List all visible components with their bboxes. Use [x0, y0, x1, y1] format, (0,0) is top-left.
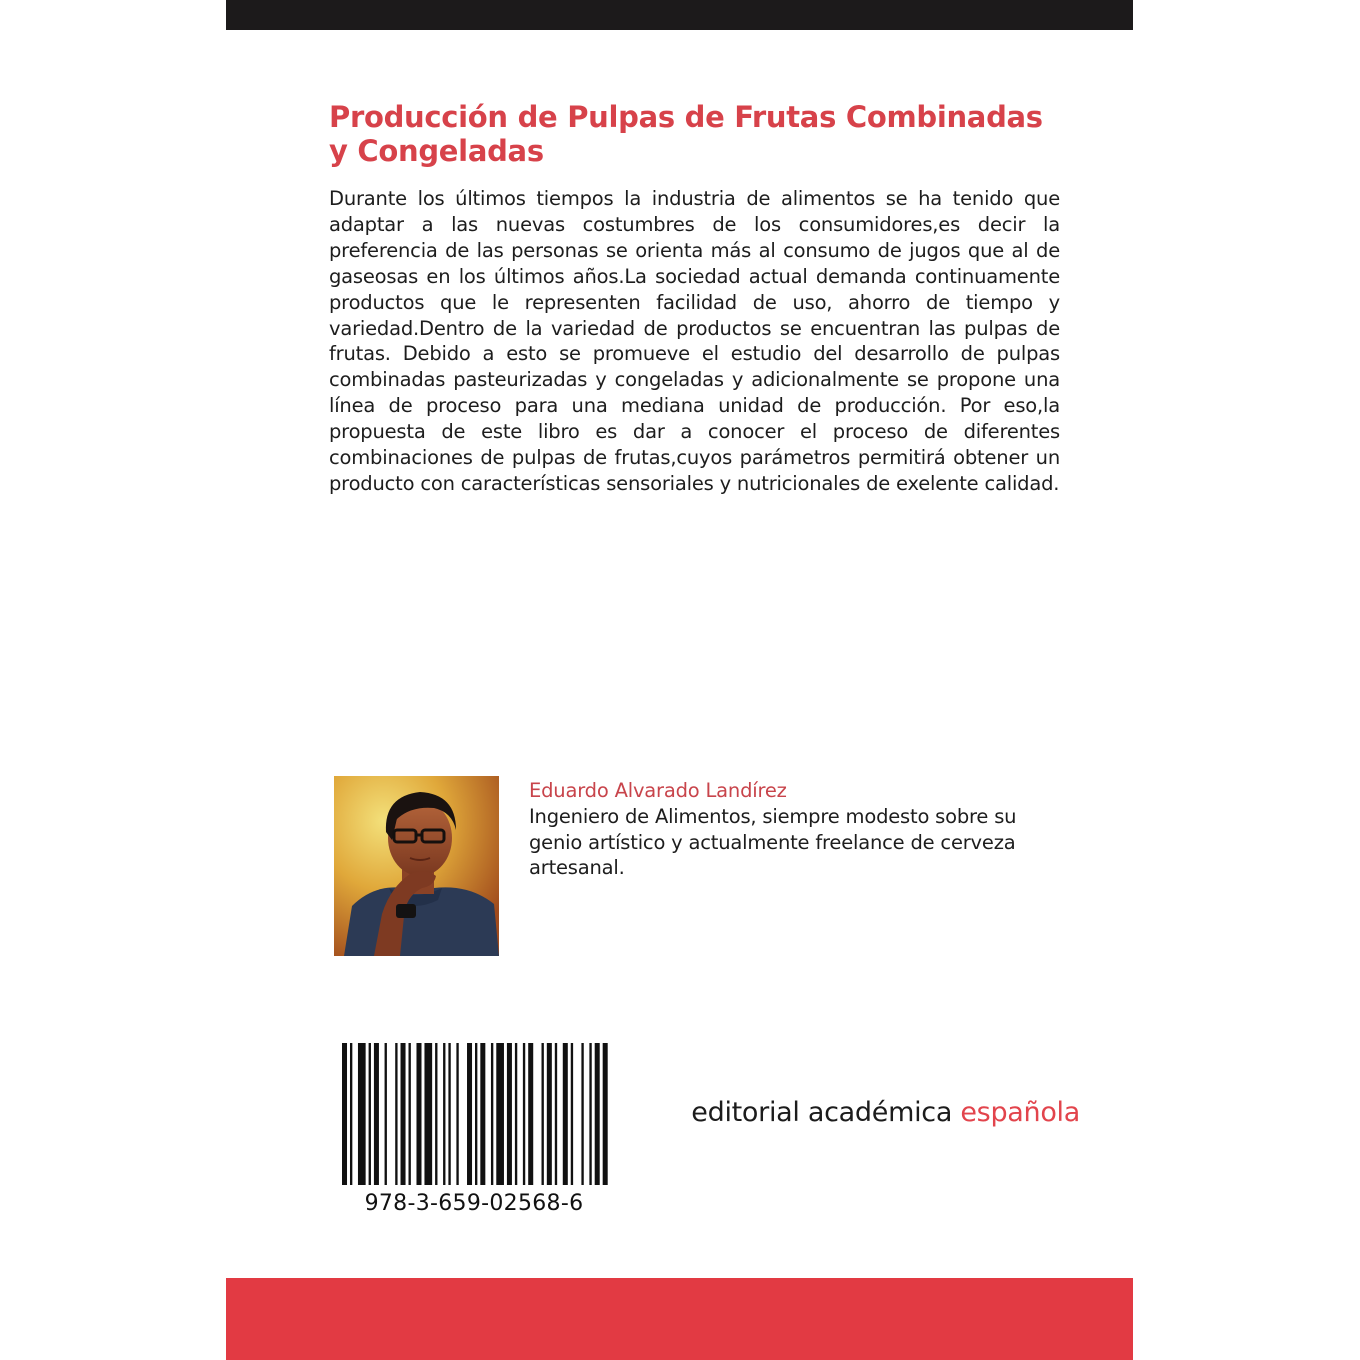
barcode-bar — [350, 1043, 352, 1185]
barcode-bar — [369, 1043, 371, 1185]
barcode-bar — [581, 1043, 583, 1185]
barcode-bar — [595, 1043, 600, 1185]
barcode-bar — [542, 1043, 544, 1185]
barcode-bar — [507, 1043, 512, 1185]
barcode-bar — [374, 1043, 379, 1185]
barcode-bar — [515, 1043, 517, 1185]
barcode-bar — [491, 1043, 493, 1185]
barcode-bar — [589, 1043, 591, 1185]
barcode-bar — [528, 1043, 533, 1185]
barcode-bar — [409, 1043, 411, 1185]
barcode-bar — [547, 1043, 552, 1185]
isbn-barcode — [342, 1043, 608, 1185]
barcode-bar — [385, 1043, 387, 1185]
bottom-band — [226, 1278, 1133, 1360]
author-photo — [334, 776, 499, 956]
author-bio: Ingeniero de Alimentos, siempre modesto sobre su genio artístico y actualmente freelance de cerveza artesanal. — [529, 805, 1017, 879]
barcode-bar — [563, 1043, 568, 1185]
barcode-bar — [456, 1043, 458, 1185]
barcode-bar — [475, 1043, 477, 1185]
author-name: Eduardo Alvarado Landírez — [529, 779, 787, 802]
barcode-bar — [424, 1043, 432, 1185]
barcode-bar — [416, 1043, 421, 1185]
barcode-bar — [555, 1043, 557, 1185]
author-portrait-image — [334, 776, 499, 956]
barcode-bar — [448, 1043, 450, 1185]
barcode-bar — [342, 1043, 347, 1185]
barcode-bar — [395, 1043, 397, 1185]
barcode-bar — [435, 1043, 437, 1185]
barcode-bar — [358, 1043, 366, 1185]
book-back-cover — [226, 0, 1133, 1360]
publisher-name-accent: española — [960, 1097, 1080, 1128]
publisher-name-main: editorial académica — [691, 1097, 961, 1128]
barcode-bar — [443, 1043, 445, 1185]
barcode-bar — [401, 1043, 406, 1185]
book-title: Producción de Pulpas de Frutas Combinadas y Congeladas — [329, 100, 1043, 168]
book-blurb: Durante los últimos tiempos la industria de alimentos se ha tenido que adaptar a las nuevas costumbres de los consumidores,es decir la preferencia de las personas se orienta más al consumo de jugos que al de gaseosas en los últimos años.La sociedad actual demanda continuamente productos que le representen facilidad de uso, ahorro de tiempo y variedad.Dentro de la variedad de productos se encuentran las pulpas de frutas. Debido a esto se promueve el estudio del desarrollo de pulpas combinadas pasteurizadas y congeladas y adicionalmente se propone una línea de proceso para una mediana unidad de producción. Por eso,la propuesta de este libro es dar a conocer el proceso de diferentes combinaciones de pulpas de frutas,cuyos parámetros permitirá obtener un producto con características sensoriales y nutricionales de exelente calidad. — [329, 187, 1060, 495]
isbn-number: 978-3-659-02568-6 — [364, 1191, 584, 1216]
barcode-bar — [480, 1043, 485, 1185]
barcode-bar — [523, 1043, 525, 1185]
publisher-logo — [660, 1094, 1080, 1132]
barcode-bar — [467, 1043, 472, 1185]
barcode-bar — [496, 1043, 504, 1185]
barcode-bar — [571, 1043, 573, 1185]
barcode-bar — [603, 1043, 608, 1185]
top-band — [226, 0, 1133, 30]
